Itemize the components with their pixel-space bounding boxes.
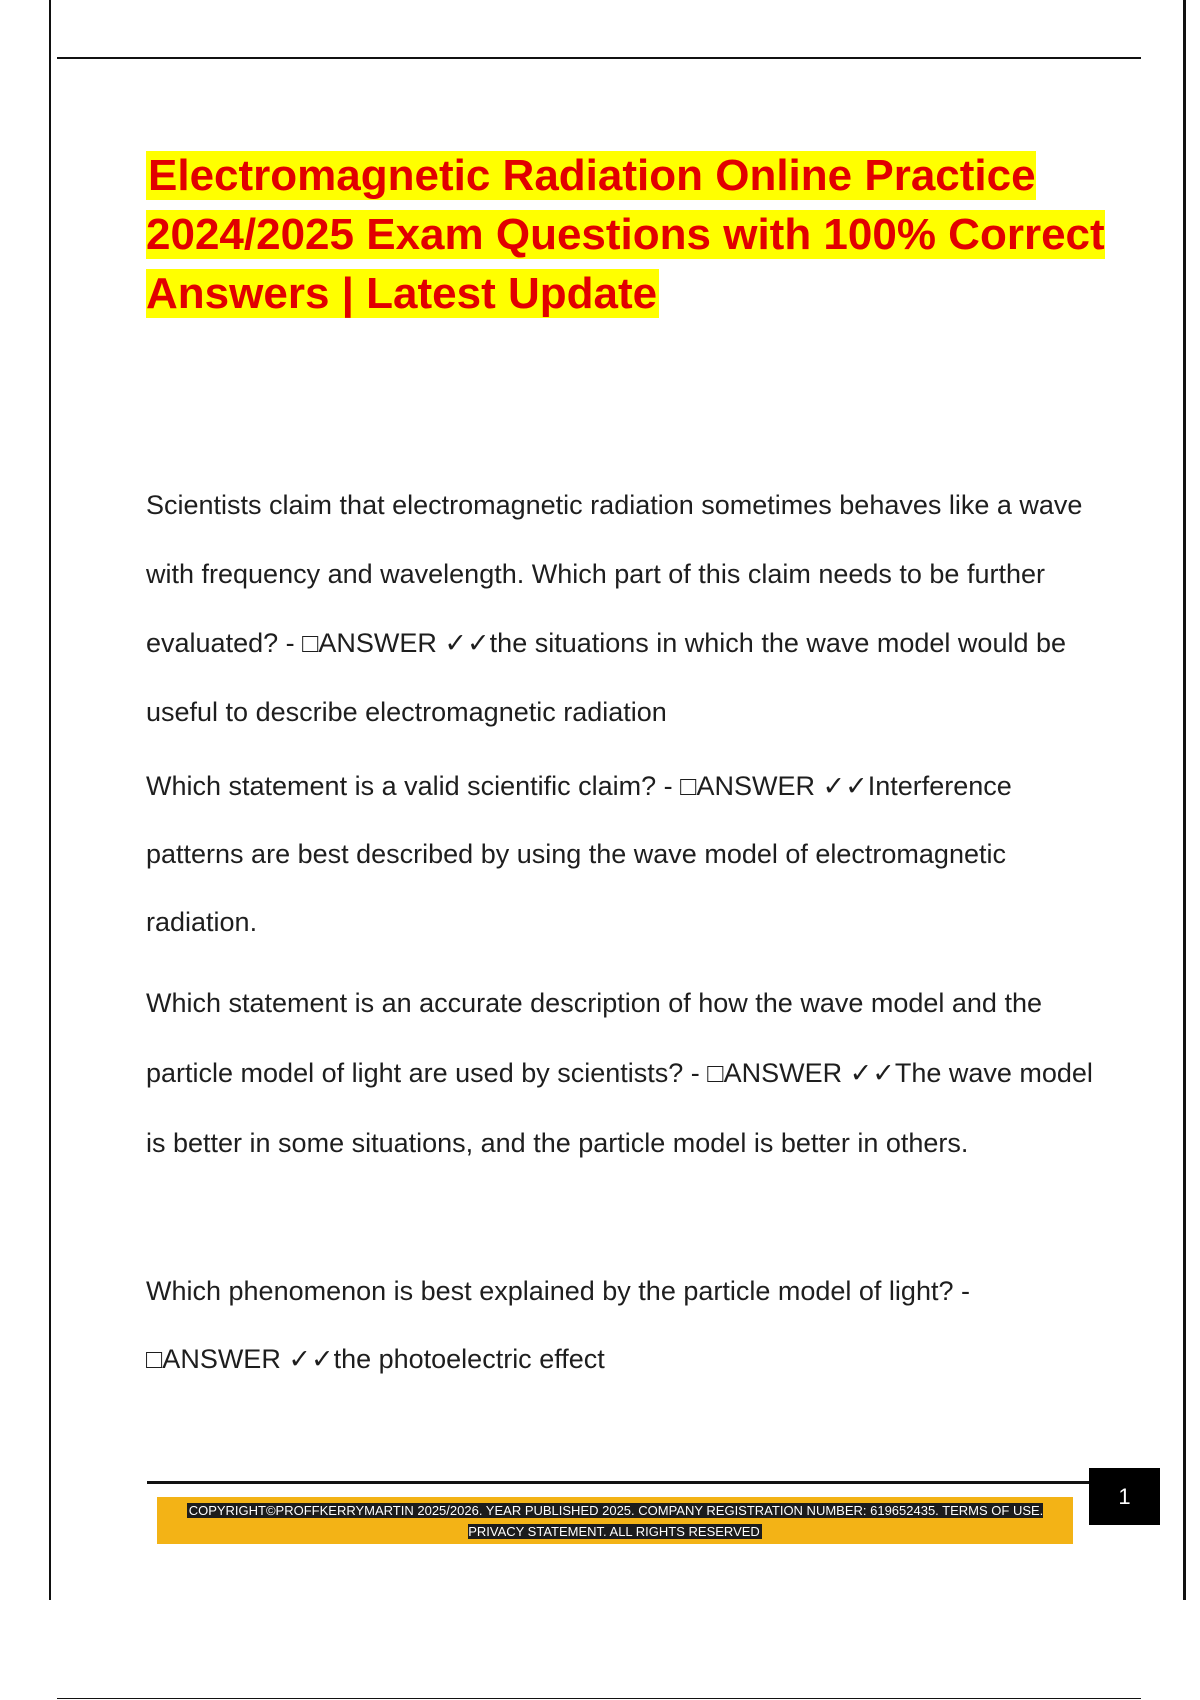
- page-number: 1: [1089, 1468, 1160, 1525]
- header-rule: [57, 57, 1141, 59]
- page-border-left: [49, 0, 51, 1600]
- footer-rule: [147, 1481, 1092, 1484]
- footer-copyright: [165, 1500, 1065, 1542]
- question-answer-4: Which phenomenon is best explained by the particle model of light? - □ANSWER ✓✓the photoelectric effect: [146, 1276, 970, 1374]
- bottom-rule: [57, 1698, 1141, 1699]
- footer-copyright-text: COPYRIGHT©PROFFKERRYMARTIN 2025/2026. YEAR PUBLISHED 2025. COMPANY REGISTRATION NUMBER: 619652435. TERMS OF USE. PRIVACY STATEMENT. ALL RIGHTS RESERVED: [188, 1503, 1044, 1539]
- question-answer-2: Which statement is a valid scientific claim? - □ANSWER ✓✓Interference patterns are best described by using the wave model of electromagnetic radiation.: [146, 771, 1012, 937]
- question-answer-3: Which statement is an accurate description of how the wave model and the particle model of light are used by scientists? - □ANSWER ✓✓The wave model is better in some situations, and the particle model is better in others.: [146, 988, 1093, 1158]
- document-title: [146, 146, 1136, 323]
- document-title-text: Electromagnetic Radiation Online Practice 2024/2025 Exam Questions with 100% Correct Answers | Latest Update: [146, 151, 1105, 318]
- question-answer-1: Scientists claim that electromagnetic radiation sometimes behaves like a wave with frequency and wavelength. Which part of this claim needs to be further evaluated? - □ANSWER ✓✓the situations in which the wave model would be useful to describe electromagnetic radiation: [146, 490, 1083, 727]
- page-border-right: [1183, 0, 1186, 1600]
